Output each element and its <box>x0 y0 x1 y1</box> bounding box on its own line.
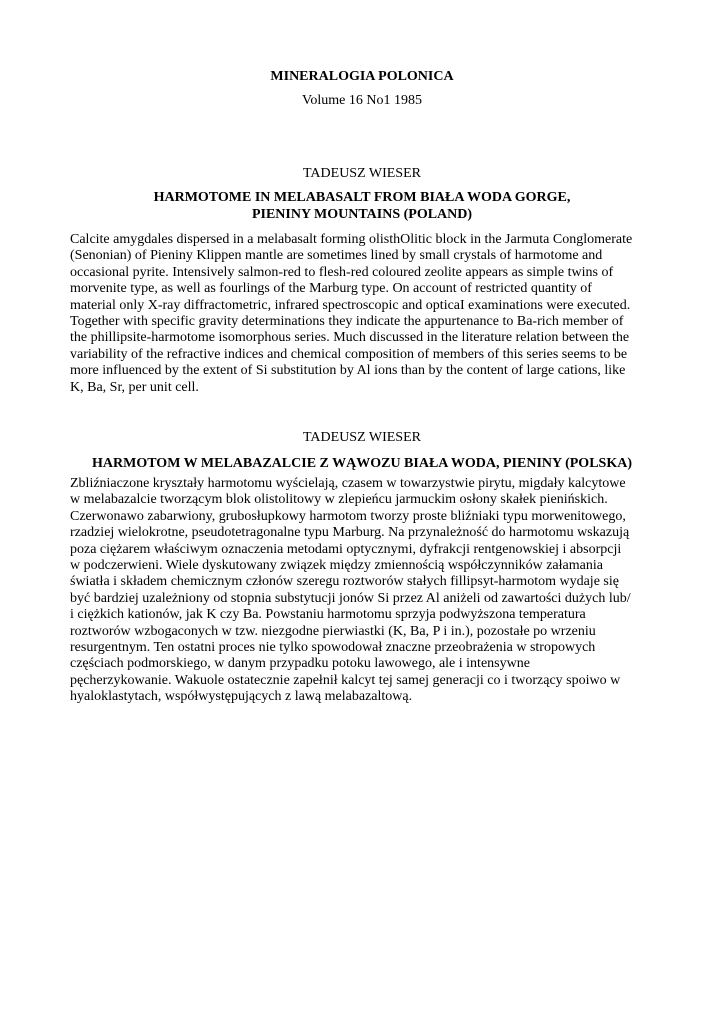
abstract-line: światła i składem chemicznym członów szeregu roztworów stałych fillipsyt-harmotom wydaje się <box>70 574 619 590</box>
article-title-polish <box>0 455 724 472</box>
abstract-line: częściach podmorskiego, w danym przypadku potoku lawowego, ale i intensywne <box>70 656 530 672</box>
abstract-line: być bardziej uzależniony od stopnia substytucji jonów Si przez Al aniżeli od zawartości dużych lub/ <box>70 590 631 606</box>
abstract-line: (Senonian) of Pieniny Klippen mantle are sometimes lined by small crystals of harmotome and <box>70 248 603 264</box>
journal-title: MINERALOGIA POLONICA <box>270 69 454 84</box>
abstract-line: roztworów wzbogaconych w tzw. niezgodne pierwiastki (K, Ba, P i in.), pozostałe po wrzeniu <box>70 623 596 639</box>
abstract-line: material only X-ray diffractometric, infrared spectroscopic and opticaI examinations were executed. <box>70 297 631 313</box>
title-line: PIENINY MOUNTAINS (POLAND) <box>251 207 473 222</box>
abstract-line: resurgentnym. Ten ostatni proces nie tylko spowodował znaczne przeobrażenia w stropowych <box>70 640 596 656</box>
abstract-line: occasional pyrite. Intensively salmon-red to flesh-red coloured zeolite appears as simple twins of <box>70 264 614 280</box>
abstract-line: Calcite amygdales dispersed in a melabasalt forming olisthOlitic block in the Jarmuta Conglomerate <box>70 232 633 247</box>
abstract-line: K, Ba, Sr, per unit cell. <box>70 379 199 395</box>
abstract-line: i ciężkich kationów, jak K czy Ba. Powstaniu harmotomu sprzyja podwyższona temperatura <box>70 607 586 623</box>
abstract-polish <box>70 476 660 706</box>
abstract-line: rzadziej wielokrotne, pseudotetragonalne typu Marburg. Na przynależność do harmotomu wskazują <box>70 525 630 541</box>
abstract-line: morvenite type, as well as fourlings of the Marburg type. On account of restricted quantity of <box>70 281 592 297</box>
abstract-line: the phillipsite-harmotome isomorphous series. Much discussed in the literature relation between the <box>70 330 630 346</box>
volume-info: Volume 16 No1 1985 <box>302 93 422 108</box>
abstract-line: Czerwonawo zabarwiony, grubosłupkowy harmotom tworzy proste bliźniaki typu morwenitowego, <box>70 508 626 524</box>
abstract-line: hyaloklastytach, współwystępujących z lawą melabazaltową. <box>70 689 413 705</box>
abstract-line: more influenced by the extent of Si substitution by Al ions than by the content of large cations, like <box>70 363 626 379</box>
abstract-line: w melabazalcie tworzącym blok olistolitowy w zlepieńcu jarmuckim osłony skałek pienińskich. <box>70 492 608 508</box>
title-line: HARMOTOM W MELABAZALCIE Z WĄWOZU BIAŁA WODA, PIENINY (POLSKA) <box>92 456 632 471</box>
author-name-polish: TADEUSZ WIESER <box>302 430 421 445</box>
abstract-line: w podczerwieni. Wiele dyskutowany związek między zmiennością współczynników załamania <box>70 558 603 574</box>
abstract-line: variability of the refractive indices and chemical composition of members of this series seems to be <box>70 346 628 362</box>
abstract-line: Zbliźniaczone kryształy harmotomu wyścielają, czasem w towarzystwie pirytu, migdały kalcytowe <box>70 476 626 491</box>
title-line: HARMOTOME IN MELABASALT FROM BIAŁA WODA GORGE, <box>153 190 571 205</box>
author-name-english: TADEUSZ WIESER <box>302 166 421 181</box>
abstract-line: pęcherzykowanie. Wakuole ostatecznie zapełnił kalcyt tej samej generacji co i tworzący spoiwo w <box>70 672 621 688</box>
abstract-english <box>70 232 660 396</box>
article-title-english <box>0 189 724 223</box>
abstract-line: poza ciężarem właściwym oznaczenia metodami optycznymi, dyfrakcji rentgenowskiej i absorpcji <box>70 541 622 557</box>
abstract-line: Together with specific gravity determinations they indicate the appurtenance to Ba-rich member of <box>70 314 624 330</box>
